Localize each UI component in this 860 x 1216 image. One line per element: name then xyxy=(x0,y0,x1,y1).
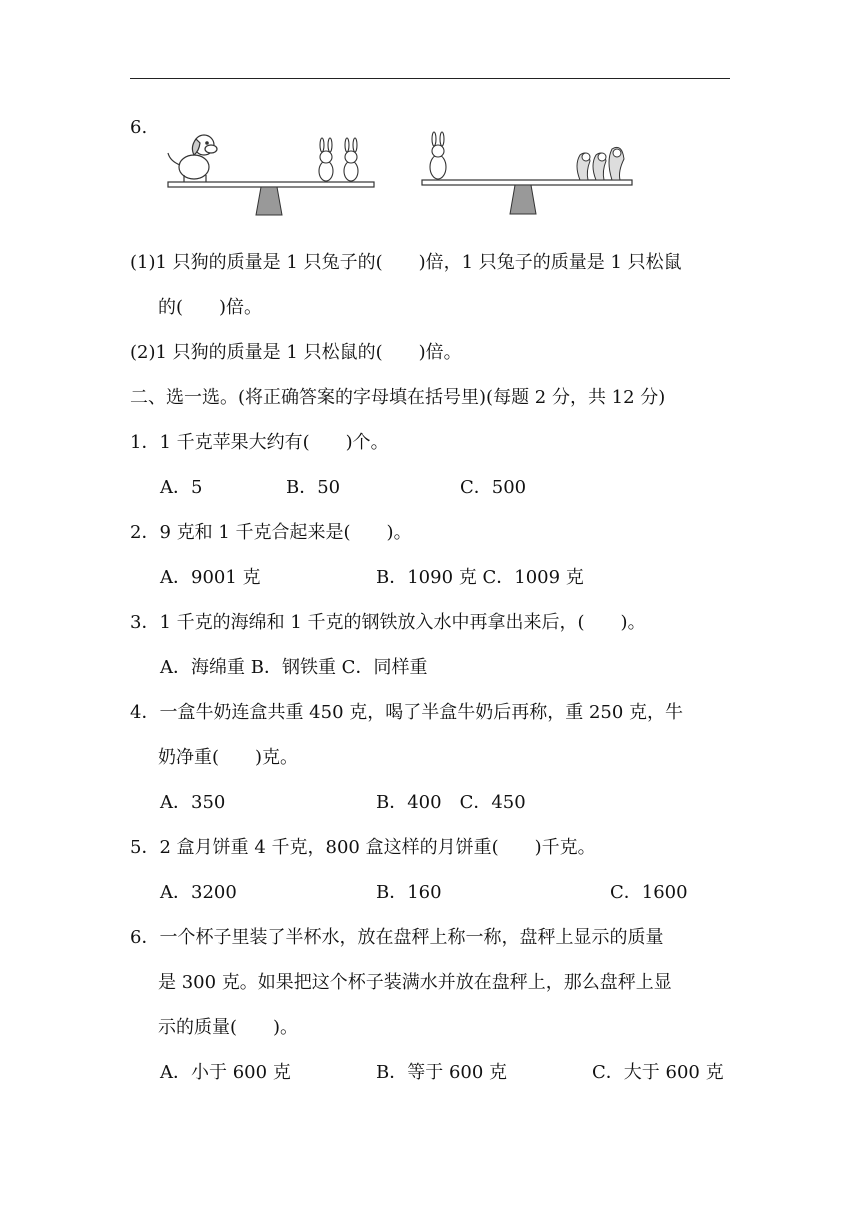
question-3-stem: 3．1 千克的海绵和 1 千克的钢铁放入水中再拿出来后，( )。 xyxy=(130,612,646,633)
question-4-option-a: A．350 xyxy=(160,792,226,813)
question-5-option-c: C．1600 xyxy=(610,882,688,903)
question-4-option-bc: B．400 C．450 xyxy=(376,792,526,813)
question-4-stem-line1: 4．一盒牛奶连盒共重 450 克，喝了半盒牛奶后再称，重 250 克，牛 xyxy=(130,702,684,723)
question-1-option-b: B．50 xyxy=(286,477,341,498)
question-5-option-b: B．160 xyxy=(376,882,442,903)
question-6-option-b: B．等于 600 克 xyxy=(376,1062,508,1083)
question-1-stem: 1．1 千克苹果大约有( )个。 xyxy=(130,432,389,453)
dog-icon xyxy=(168,135,217,182)
question-1-option-c: C．500 xyxy=(460,477,527,498)
squirrel-icon xyxy=(577,147,624,180)
question-6-stem-line2: 是 300 克。如果把这个杯子装满水并放在盘秤上，那么盘秤上显 xyxy=(158,972,672,993)
question-2-option-bc: B．1090 克 C．1009 克 xyxy=(376,567,584,588)
question-6-option-c: C．大于 600 克 xyxy=(592,1062,724,1083)
question-6-number: 6. xyxy=(130,117,148,138)
question-5-stem: 5．2 盒月饼重 4 千克，800 盒这样的月饼重( )千克。 xyxy=(130,837,596,858)
question-6-stem-line3: 示的质量( )。 xyxy=(158,1017,299,1038)
seesaw-right xyxy=(422,180,632,214)
question-2-stem: 2．9 克和 1 千克合起来是( )。 xyxy=(130,522,412,543)
q6-part1-line1: (1)1 只狗的质量是 1 只兔子的( )倍，1 只兔子的质量是 1 只松鼠 xyxy=(130,252,682,273)
seesaw-figure xyxy=(160,125,640,220)
rabbit-icon xyxy=(430,132,446,179)
q6-part2: (2)1 只狗的质量是 1 只松鼠的( )倍。 xyxy=(130,342,462,363)
section2-title: 二、选一选。(将正确答案的字母填在括号里)(每题 2 分，共 12 分) xyxy=(130,387,666,408)
question-2-option-a: A．9001 克 xyxy=(160,567,261,588)
question-5-option-a: A．3200 xyxy=(160,882,237,903)
question-3-options: A．海绵重 B．钢铁重 C．同样重 xyxy=(160,657,428,678)
q6-part1-line2: 的( )倍。 xyxy=(158,297,263,318)
top-rule xyxy=(130,78,730,79)
question-6-option-a: A．小于 600 克 xyxy=(160,1062,291,1083)
question-1-option-a: A．5 xyxy=(160,477,203,498)
question-4-stem-line2: 奶净重( )克。 xyxy=(158,747,299,768)
rabbit-icon xyxy=(319,138,358,181)
seesaw-left xyxy=(168,182,374,215)
question-6-stem-line1: 6．一个杯子里装了半杯水，放在盘秤上称一称，盘秤上显示的质量 xyxy=(130,927,664,948)
